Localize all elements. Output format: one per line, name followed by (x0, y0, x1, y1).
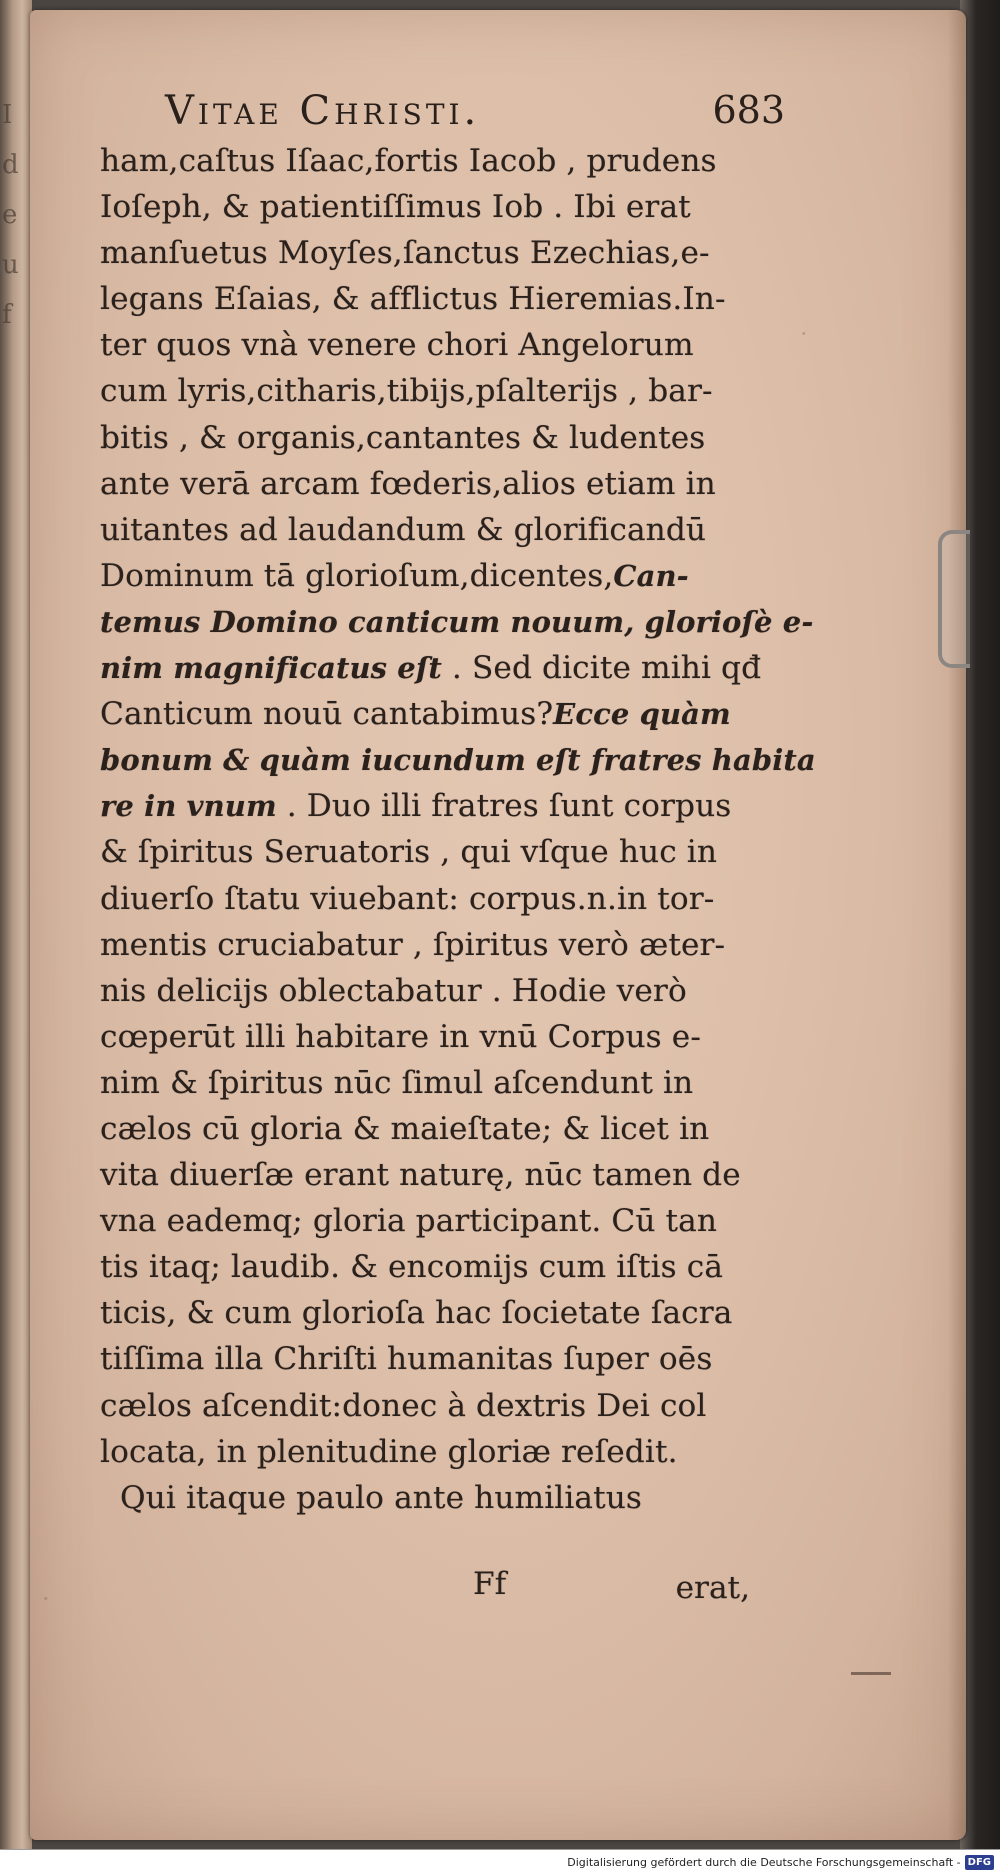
page-clip (938, 530, 970, 668)
text-segment: bitis , & organis,cantantes & ludentes (100, 419, 706, 456)
text-line (100, 507, 790, 553)
show-through-mark: · (42, 1585, 50, 1613)
catchword: erat, (675, 1570, 750, 1606)
italic-quotation: re in vnum (100, 789, 277, 824)
text-line (100, 1336, 790, 1382)
text-segment: & ſpiritus Seruatoris , qui vſque huc in (100, 834, 718, 871)
credit-text: Digitalisierung gefördert durch die Deutsche Forschungsgemeinschaft - (567, 1856, 961, 1869)
text-line (100, 276, 790, 322)
text-line (100, 461, 790, 507)
text-segment: vna eademq; gloria participant. Cū tan (100, 1203, 718, 1240)
text-segment: nim & ſpiritus nūc ſimul aſcendunt in (100, 1064, 694, 1101)
ink-smudge (851, 1672, 891, 1675)
text-line (100, 1198, 790, 1244)
text-line (100, 184, 790, 230)
text-line (100, 1244, 790, 1290)
text-line (100, 230, 790, 276)
book-cover-right (960, 0, 1000, 1850)
text-line (100, 138, 790, 184)
text-line (100, 322, 790, 368)
credit-bar (0, 1849, 1000, 1876)
page-header (165, 88, 785, 134)
text-segment: cum lyris,citharis,tibijs,pſalterijs , bar- (100, 373, 713, 410)
text-segment: nis delicijs oblectabatur . Hodie verò (100, 972, 687, 1009)
show-through-mark: · (800, 320, 808, 348)
text-line (100, 1014, 790, 1060)
text-segment: cælos cū gloria & maieſtate; & licet in (100, 1110, 710, 1147)
text-segment: cœperūt illi habitare in vnū Corpus e- (100, 1018, 701, 1055)
text-segment: Qui itaque paulo ante humiliatus (120, 1479, 643, 1516)
text-line (100, 737, 816, 783)
text-line (100, 415, 790, 461)
text-line (100, 876, 790, 922)
text-segment: ante verā arcam fœderis,alios etiam in (100, 465, 716, 502)
text-segment: diuerſo ſtatu viuebant: corpus.n.in tor- (100, 880, 715, 917)
text-segment: tiſſima illa Chriſti humanitas ſuper oēs (100, 1341, 713, 1378)
binding-edge-left: I d e u f (0, 0, 32, 1850)
text-segment: ticis, & cum glorioſa hac ſocietate ſacra (100, 1295, 733, 1332)
text-line (100, 368, 790, 414)
text-segment: Dominum tā glorioſum,dicentes, (100, 557, 614, 594)
text-segment: locata, in plenitudine gloriæ reſedit. (100, 1433, 678, 1470)
signature-mark: Ff (473, 1566, 507, 1602)
body-text (100, 138, 816, 1521)
text-segment: ham,caſtus Iſaac,fortis Iacob , prudens (100, 143, 717, 179)
text-segment: tis itaq; laudib. & encomijs cum iſtis cā (100, 1249, 724, 1286)
text-line (100, 599, 814, 645)
text-line (100, 1152, 790, 1198)
text-segment: Ioſeph, & patientiſſimus Iob . Ibi erat (100, 189, 691, 226)
page-edge-shadow (948, 10, 966, 1840)
text-line (100, 645, 790, 691)
text-segment: . Duo illi fratres ſunt corpus (276, 788, 732, 825)
credit-line (567, 1855, 994, 1870)
book-page (30, 10, 966, 1840)
footer-line (100, 1566, 790, 1616)
page-number: 683 (712, 88, 785, 132)
text-segment: cælos aſcendit:donec à dextris Dei col (100, 1387, 707, 1424)
text-segment: uitantes ad laudandum & glorificandū (100, 511, 707, 548)
italic-quotation: temus Domino canticum nouum, glorioſè e- (100, 604, 814, 639)
text-segment: mentis cruciabatur , ſpiritus verò æter- (100, 926, 726, 963)
running-title: Vitae Christi. (165, 88, 481, 134)
text-segment: legans Eſaias, & afflictus Hieremias.In- (100, 281, 726, 318)
text-line (100, 783, 790, 829)
text-line (100, 922, 790, 968)
italic-quotation: Ecce quàm (553, 697, 731, 732)
text-segment: ter quos vnà venere chori Angelorum (100, 327, 694, 364)
text-segment: manſuetus Moyſes,ſanctus Ezechias,e- (100, 235, 710, 272)
dfg-logo-icon: DFG (965, 1855, 994, 1870)
text-line (100, 1475, 790, 1521)
italic-quotation: bonum & quàm iucundum eſt fratres habita (100, 743, 816, 778)
italic-quotation: Can- (613, 558, 689, 593)
text-segment: Canticum nouū cantabimus? (100, 696, 554, 733)
text-line (100, 968, 790, 1014)
text-line (100, 691, 790, 737)
text-line (100, 829, 790, 875)
text-segment: . Sed dicite mihi qđ (441, 650, 762, 687)
text-segment: vita diuerſæ erant naturę, nūc tamen de (100, 1157, 741, 1194)
italic-quotation: nim magnificatus eſt (100, 651, 442, 686)
text-line (100, 1383, 790, 1429)
text-line (100, 1106, 790, 1152)
text-line (100, 1429, 790, 1475)
text-line (100, 1060, 790, 1106)
text-line (100, 1290, 790, 1336)
text-line (100, 553, 790, 599)
